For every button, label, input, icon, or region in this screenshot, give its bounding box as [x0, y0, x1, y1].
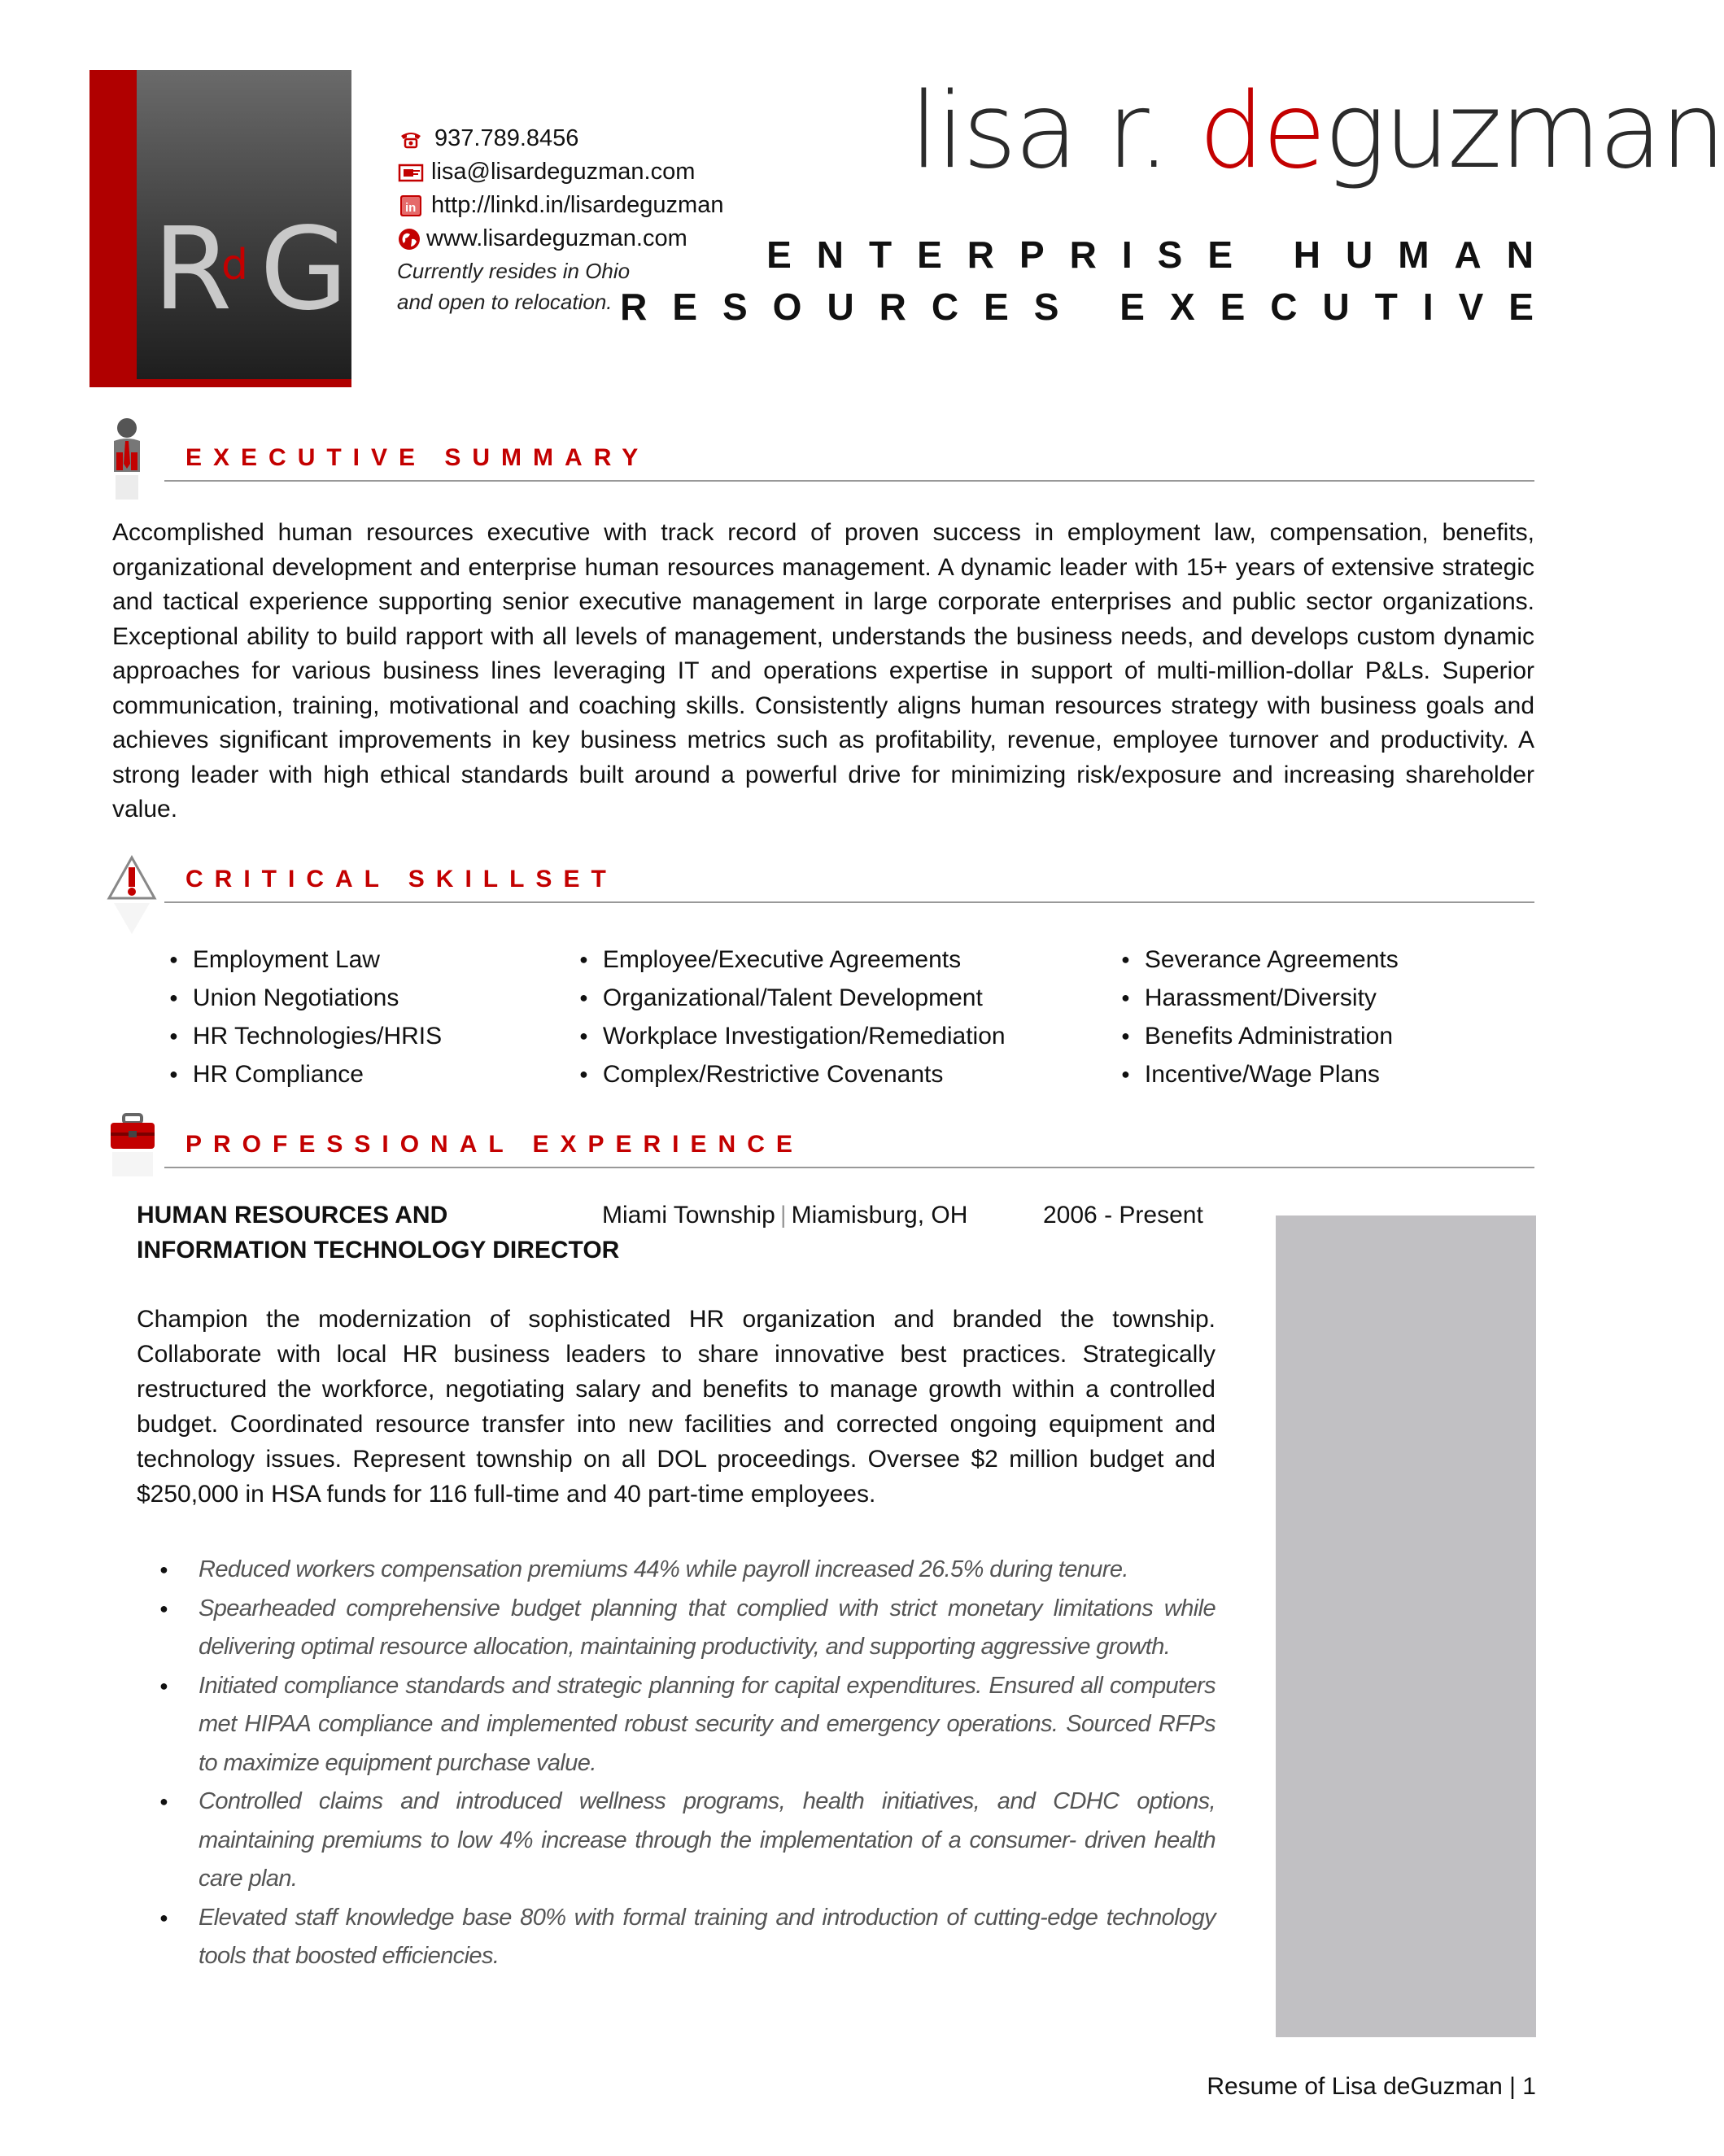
skill-item: ● Incentive/Wage Plans	[1121, 1055, 1399, 1093]
skill-item: ● Harassment/Diversity	[1121, 979, 1399, 1017]
contact-phone[interactable]: 937.789.8456	[434, 125, 579, 151]
skill-item: ● Union Negotiations	[169, 979, 442, 1017]
globe-icon	[397, 228, 421, 251]
achievement-item: ● Elevated staff knowledge base 80% with formal training and introduction of cutting-edge technology tools that boosted efficiencies.	[159, 1899, 1216, 1976]
job-dates: 2006 - Present	[1043, 1202, 1203, 1229]
skill-item: ● Severance Agreements	[1121, 941, 1399, 979]
skill-item: ● Benefits Administration	[1121, 1017, 1399, 1055]
skills-column-2	[579, 941, 1006, 1093]
phone-icon	[397, 128, 425, 151]
logo-letter-g: G	[260, 203, 342, 336]
achievement-item: ● Spearheaded comprehensive budget planning that complied with strict monetary limitations while delivering optimal resource allocation, maintaining productivity, and supporting aggressive growth.	[159, 1590, 1216, 1667]
name-part-3: guzman	[1324, 71, 1724, 192]
skills-column-1	[169, 941, 442, 1093]
name-part-red: de	[1198, 71, 1325, 192]
skill-item: ● HR Compliance	[169, 1055, 442, 1093]
relocation-note-line2: and open to relocation.	[397, 290, 613, 314]
warning-icon	[107, 854, 156, 927]
section-divider	[164, 901, 1534, 903]
skills-column-3	[1121, 941, 1399, 1093]
name-part-1: lisa r.	[910, 71, 1199, 192]
contact-email-row	[397, 155, 723, 189]
section-title-experience: PROFESSIONAL EXPERIENCE	[185, 1131, 804, 1158]
candidate-name	[910, 71, 1724, 192]
achievements-list	[159, 1551, 1216, 1976]
contact-linkedin-row	[397, 189, 723, 222]
briefcase-icon	[107, 1113, 156, 1186]
skill-item: ● Complex/Restrictive Covenants	[579, 1055, 1006, 1093]
job-title	[137, 1198, 625, 1268]
job-description: Champion the modernization of sophisticated HR organization and branded the township. Collaborate with local HR business leaders to share innovative best practices. Strategically restructured the workforce, negotiating salary and benefits to manage growth within a controlled budget. Coordinated resource transfer into new facilities and corrected ongoing equipment and technology issues. Represent township on all DOL proceedings. Oversee $2 million budget and $250,000 in HSA funds for 116 full-time and 40 part-time employees.	[137, 1306, 1216, 1508]
contact-email[interactable]: lisa@lisardeguzman.com	[431, 159, 696, 185]
achievement-item: ● Initiated compliance standards and strategic planning for capital expenditures. Ensured all computers met HIPAA compliance and implemented robust security and emergency operations. Sourced RFPs to maximize equipment purchase value.	[159, 1667, 1216, 1783]
contact-web-row	[397, 222, 723, 255]
skill-item: ● Employee/Executive Agreements	[579, 941, 1006, 979]
skill-item: ● Workplace Investigation/Remediation	[579, 1017, 1006, 1055]
skill-item: ● HR Technologies/HRIS	[169, 1017, 442, 1055]
achievement-item: ● Controlled claims and introduced wellness programs, health initiatives, and CDHC options, maintaining premiums to low 4% increase through the implementation of a consumer- driven health care plan.	[159, 1783, 1216, 1899]
envelope-icon	[397, 161, 425, 184]
logo-letter-r: R	[153, 203, 226, 336]
svg-text:in: in	[405, 200, 417, 215]
achievement-item: ● Reduced workers compensation premiums 44% while payroll increased 26.5% during tenure.	[159, 1551, 1216, 1590]
job-city: Miamisburg, OH	[791, 1202, 968, 1229]
skill-item: ● Employment Law	[169, 941, 442, 979]
section-divider	[164, 1167, 1534, 1168]
headline-line-1: ENTERPRISE HUMAN	[766, 233, 1559, 276]
job-title-line-2: INFORMATION TECHNOLOGY DIRECTOR	[137, 1237, 620, 1263]
job-location	[602, 1198, 967, 1233]
grey-sidebar-panel	[1276, 1215, 1536, 2037]
section-title-skills: CRITICAL SKILLSET	[185, 866, 618, 893]
relocation-note-line1: Currently resides in Ohio	[397, 259, 631, 283]
person-icon	[107, 417, 156, 490]
skill-item: ● Organizational/Talent Development	[579, 979, 1006, 1017]
linkedin-icon	[397, 194, 425, 217]
headline-line-2: RESOURCES EXECUTIVE	[620, 286, 1559, 328]
job-title-line-1: HUMAN RESOURCES AND	[137, 1202, 448, 1229]
executive-summary-text: Accomplished human resources executive with track record of proven success in employment law, compensation, benefits, organizational development and enterprise human resources management. A dynamic leader with 15+ years of extensive strategic and tactical experience supporting senior executive management in large corporate enterprises and public sector organizations. Exceptional ability to build rapport with all levels of management, understands the business needs, and develops custom dynamic approaches for various business lines leveraging IT and operations expertise in support of multi-million-dollar P&Ls. Superior communication, training, motivational and coaching skills. Consistently aligns human resources strategy with business goals and achieves significant improvements in key business metrics such as profitability, revenue, employee turnover and productivity. A strong leader with high ethical standards built around a powerful drive for minimizing risk/exposure and increasing shareholder value.	[112, 519, 1534, 823]
job-employer: Miami Township	[602, 1202, 775, 1229]
job-separator: |	[779, 1202, 787, 1229]
section-title-summary: EXECUTIVE SUMMARY	[185, 444, 650, 471]
contact-phone-row	[397, 122, 723, 155]
logo-letter-d: d	[221, 241, 249, 290]
page-footer: Resume of Lisa deGuzman | 1	[1207, 2073, 1536, 2100]
contact-linkedin[interactable]: http://linkd.in/lisardeguzman	[431, 192, 724, 218]
contact-website[interactable]: www.lisardeguzman.com	[426, 225, 687, 251]
section-divider	[164, 480, 1534, 482]
